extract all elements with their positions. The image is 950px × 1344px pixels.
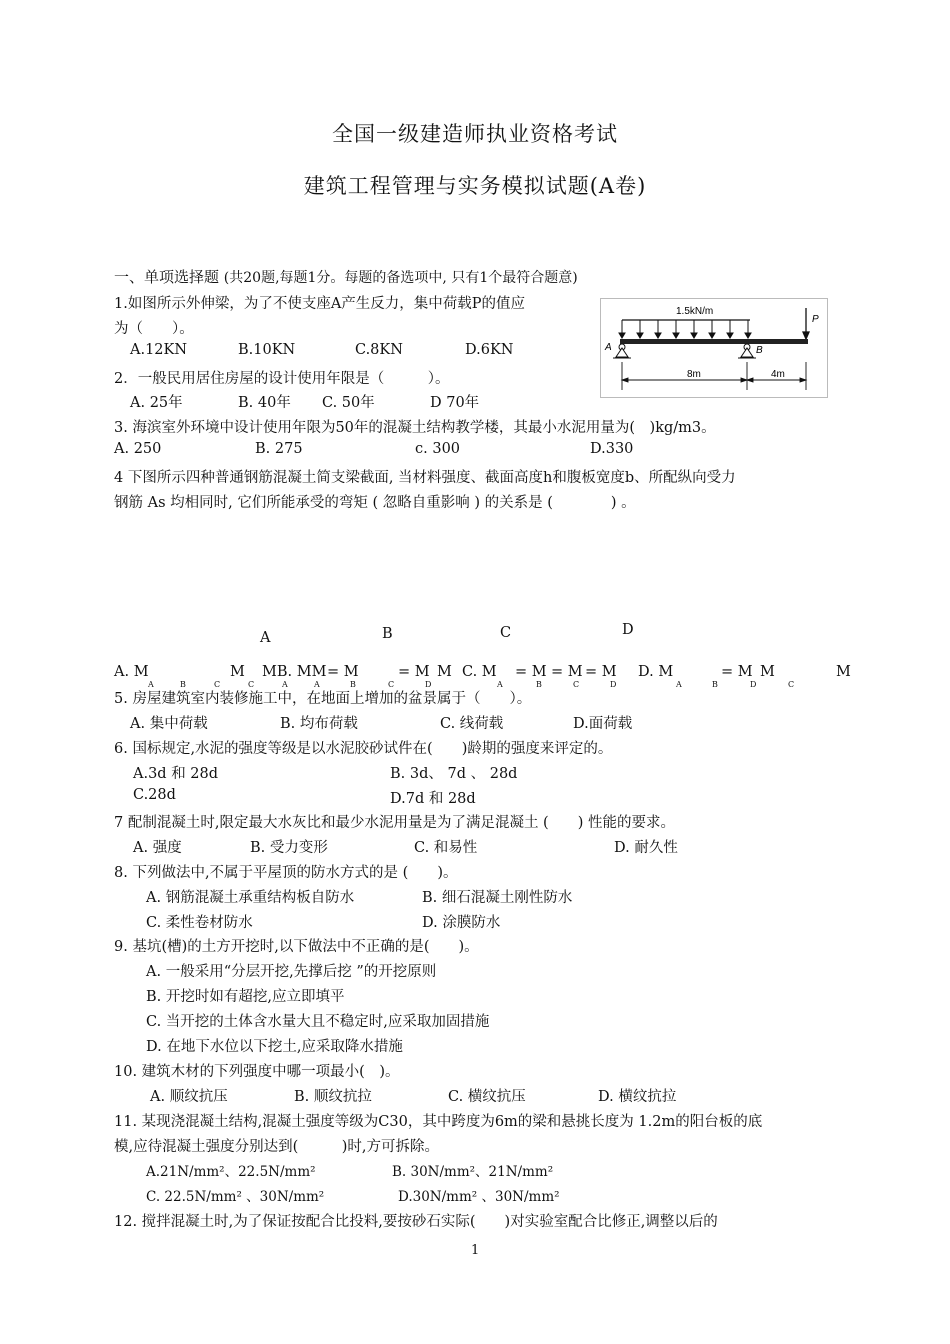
q4-sub: A — [314, 680, 320, 689]
distributed-load-arrows — [619, 320, 751, 338]
q4-opt-d-eq: = M — [721, 664, 753, 680]
q8-option-d: D. 涂膜防水 — [422, 915, 501, 931]
span1-label: 8m — [687, 369, 701, 380]
q6-option-b: B. 3d、 7d 、 28d — [390, 766, 518, 782]
q4-sub: A — [148, 680, 154, 689]
q5-option-c: C. 线荷载 — [440, 716, 504, 732]
q4-opt-d-m2: M — [836, 664, 851, 680]
q3-option-c: c. 300 — [415, 441, 461, 457]
q4-opt-b-m: M — [437, 664, 452, 680]
support-b-label: B — [756, 345, 763, 356]
q4-sub: B — [180, 680, 186, 689]
point-load-label: P — [812, 314, 819, 325]
q4-sub: C — [573, 680, 580, 689]
q11-option-a: A.21N/mm²、22.5N/mm² — [146, 1164, 316, 1180]
q1-option-c: C.8KN — [355, 342, 403, 358]
q7-option-b: B. 受力变形 — [250, 840, 328, 856]
q4-section-label-c: C — [500, 625, 512, 641]
q4-section-label-a: A — [260, 630, 271, 646]
q1-stem-line1: 1.如图所示外伸梁，为了不使支座A产生反力，集中荷载P的值应 — [114, 296, 526, 312]
q4-sub: A — [676, 680, 682, 689]
q11-option-b: B. 30N/mm²、21N/mm² — [392, 1164, 554, 1180]
q7-stem: 7 配制混凝土时,限定最大水灰比和最少水泥用量是为了满足混凝土 ( ) 性能的要求。 — [114, 815, 675, 831]
q4-sub: C — [248, 680, 255, 689]
q5-option-d: D.面荷载 — [573, 716, 633, 732]
point-load-arrow — [803, 308, 809, 339]
q4-opt-b-eq1: = M — [327, 664, 359, 680]
section-title: 一、单项选择题 — [114, 268, 220, 286]
support-b — [738, 344, 756, 358]
span2-label: 4m — [771, 369, 785, 380]
q4-sub: A — [282, 680, 288, 689]
q4-sub: C — [388, 680, 395, 689]
q9-option-d: D. 在地下水位以下挖土,应采取降水措施 — [146, 1039, 403, 1055]
q8-stem: 8. 下列做法中,不属于平屋顶的防水方式的是 ( )。 — [114, 865, 458, 881]
q2-option-b: B. 40年 — [238, 395, 291, 411]
q4-opt-c-start: C. M — [462, 664, 497, 680]
q9-option-b: B. 开挖时如有超挖,应立即填平 — [146, 989, 345, 1005]
q4-opt-a-m2: M — [230, 664, 245, 680]
q12-stem: 12. 搅拌混凝土时,为了保证按配合比投料,要按砂石实际( )对实验室配合比修正,调整以后的 — [114, 1214, 718, 1230]
q4-opt-b-start: MB. MM — [262, 664, 327, 680]
q4-opt-a-m: A. M — [114, 664, 149, 680]
q4-section-label-d: D — [622, 622, 634, 638]
q6-option-d: D.7d 和 28d — [390, 791, 476, 807]
q5-option-b: B. 均布荷载 — [280, 716, 358, 732]
beam — [620, 339, 808, 344]
section-note: (共20题,每题1分。每题的备选项中, 只有1个最符合题意) — [223, 270, 578, 286]
q4-opt-d-start: D. M — [638, 664, 674, 680]
q4-sub: D — [750, 680, 757, 689]
q1-option-d: D.6KN — [465, 342, 514, 358]
q4-opt-d-m: M — [760, 664, 775, 680]
q4-sub: D — [610, 680, 617, 689]
q4-opt-c-eq1: = M — [515, 664, 547, 680]
q4-section-label-b: B — [382, 626, 393, 642]
paper-title: 建筑工程管理与实务模拟试题(A卷) — [303, 174, 647, 198]
q7-option-a: A. 强度 — [133, 840, 182, 856]
q3-stem: 3. 海滨室外环境中设计使用年限为50年的混凝土结构教学楼，其最小水泥用量为( )kg/m3。 — [114, 420, 716, 436]
q11-option-d: D.30N/mm² 、30N/mm² — [398, 1189, 560, 1205]
q7-option-c: C. 和易性 — [414, 840, 478, 856]
q2-option-a: A. 25年 — [130, 395, 183, 411]
q2-option-d: D 70年 — [430, 395, 480, 411]
q1-stem-line2: 为（ ）。 — [114, 321, 194, 337]
q4-sub: B — [712, 680, 718, 689]
q4-stem-line2: 钢筋 As 均相同时, 它们所能承受的弯矩 ( 忽略自重影响 ) 的关系是 ( ) 。 — [114, 495, 636, 511]
q11-stem-line1: 11. 某现浇混凝土结构,混凝土强度等级为C30，其中跨度为6m的梁和悬挑长度为 1.2m的阳台板的底 — [114, 1114, 763, 1130]
beam-figure — [600, 298, 828, 398]
support-a — [613, 344, 631, 358]
q11-option-c: C. 22.5N/mm² 、30N/mm² — [146, 1189, 325, 1205]
q11-stem-line2: 模,应待混凝土强度分别达到( )时,方可拆除。 — [114, 1139, 440, 1155]
q1-option-a: A.12KN — [130, 342, 188, 358]
q8-option-b: B. 细石混凝土刚性防水 — [422, 890, 573, 906]
q3-option-b: B. 275 — [255, 441, 303, 457]
q10-option-d: D. 横纹抗拉 — [598, 1089, 677, 1105]
q5-option-a: A. 集中荷载 — [130, 716, 208, 732]
q10-option-b: B. 顺纹抗拉 — [294, 1089, 372, 1105]
exam-title: 全国一级建造师执业资格考试 — [332, 122, 618, 146]
q4-sub: B — [536, 680, 542, 689]
q10-option-c: C. 横纹抗压 — [448, 1089, 526, 1105]
q6-stem: 6. 国标规定,水泥的强度等级是以水泥胶砂试件在( )龄期的强度来评定的。 — [114, 741, 613, 757]
q5-stem: 5. 房屋建筑室内装修施工中，在地面上增加的盆景属于（ ）。 — [114, 691, 532, 707]
q3-option-d: D.330 — [590, 441, 634, 457]
q10-option-a: A. 顺纹抗压 — [150, 1089, 228, 1105]
q4-stem-line1: 4 下图所示四种普通钢筋混凝土简支梁截面, 当材料强度、截面高度h和腹板宽度b、所配纵向受力 — [114, 470, 736, 486]
page-number: 1 — [471, 1243, 480, 1258]
section-heading — [114, 266, 578, 287]
q2-option-c: C. 50年 — [322, 395, 375, 411]
q9-stem: 9. 基坑(槽)的土方开挖时,以下做法中不正确的是( )。 — [114, 939, 479, 955]
q6-option-a: A.3d 和 28d — [133, 766, 219, 782]
q8-option-a: A. 钢筋混凝土承重结构板自防水 — [146, 890, 355, 906]
load-label: 1.5kN/m — [676, 306, 714, 317]
q4-opt-c-eq3: = M — [585, 664, 617, 680]
q4-sub: D — [425, 680, 432, 689]
q9-option-c: C. 当开挖的土体含水量大且不稳定时,应采取加固措施 — [146, 1014, 490, 1030]
q4-sub: C — [788, 680, 795, 689]
q9-option-a: A. 一般采用“分层开挖,先撑后挖 ”的开挖原则 — [146, 964, 437, 980]
q6-option-c: C.28d — [133, 787, 176, 803]
q8-option-c: C. 柔性卷材防水 — [146, 915, 253, 931]
q4-sub: B — [350, 680, 356, 689]
q3-option-a: A. 250 — [114, 441, 162, 457]
q4-opt-b-eq2: = M — [398, 664, 430, 680]
q4-opt-c-eq2: = M — [551, 664, 583, 680]
q2-stem: 2．一般民用居住房屋的设计使用年限是（ ）。 — [114, 371, 450, 387]
q4-sub: A — [497, 680, 503, 689]
q4-sub: C — [214, 680, 221, 689]
q10-stem: 10. 建筑木材的下列强度中哪一项最小( )。 — [114, 1064, 400, 1080]
support-a-label: A — [605, 342, 612, 353]
q1-option-b: B.10KN — [238, 342, 296, 358]
q7-option-d: D. 耐久性 — [614, 840, 678, 856]
